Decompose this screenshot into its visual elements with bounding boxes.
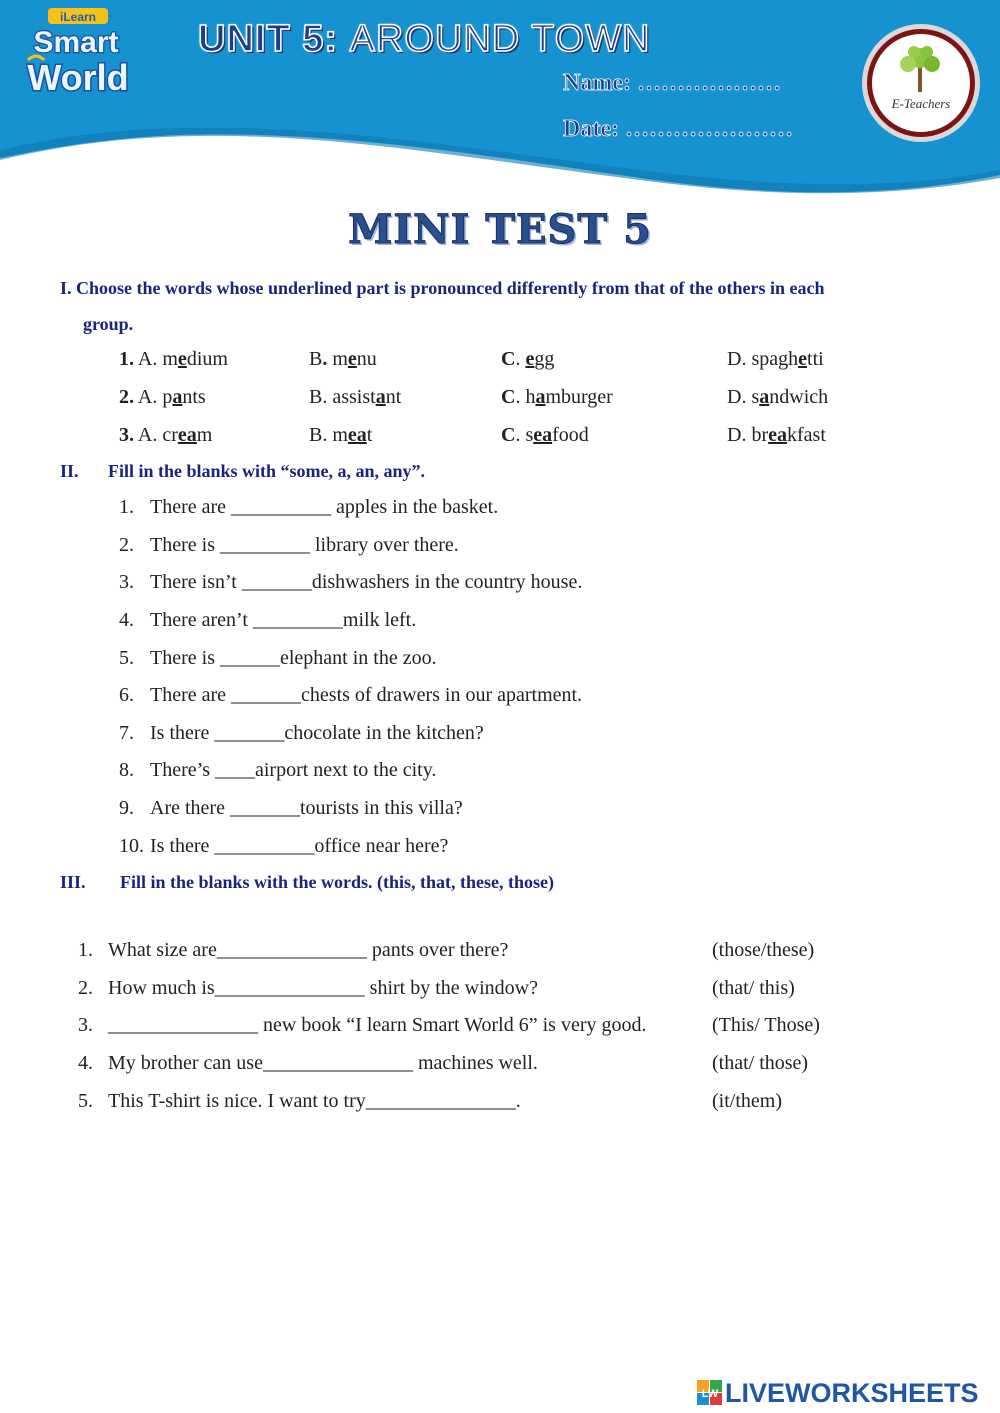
- option-d: D. breakfast: [727, 424, 826, 446]
- item-text: _______________ new book “I learn Smart World 6” is very good.: [108, 1014, 647, 1036]
- q-number: 3.: [119, 424, 134, 446]
- logo-top-text: iLearn: [59, 10, 97, 24]
- unit-topic: AROUND TOWN: [349, 18, 651, 60]
- item-number: 5.: [78, 1090, 93, 1112]
- option-b: B. menu: [309, 348, 377, 370]
- option-d: D. spaghetti: [727, 348, 824, 370]
- item-text: What size are_______________ pants over there?: [108, 939, 509, 961]
- item-hint: (that/ this): [712, 977, 795, 999]
- item-number: 8.: [119, 759, 134, 781]
- item-number: 2.: [78, 977, 93, 999]
- e-teachers-badge: [860, 22, 982, 144]
- option-c: C. hamburger: [501, 386, 613, 408]
- section-3-heading: [60, 872, 555, 893]
- item-number: 3.: [78, 1014, 93, 1036]
- item-hint: (that/ those): [712, 1052, 809, 1074]
- smart-world-logo: [14, 6, 144, 102]
- date-field: Date: …………………: [563, 116, 793, 142]
- item-hint: (it/them): [712, 1090, 782, 1112]
- item-number: 9.: [119, 797, 134, 819]
- item-text: Is there __________office near here?: [150, 835, 449, 857]
- liveworksheets-logo: [697, 1378, 993, 1408]
- item-number: 4.: [119, 609, 134, 631]
- badge-text: E-Teachers: [891, 96, 951, 111]
- section-2-heading: [60, 461, 426, 482]
- logo-line2: World: [27, 57, 129, 98]
- item-number: 3.: [119, 571, 134, 593]
- logo-line1: Smart: [33, 26, 119, 59]
- option-c: C. egg: [501, 348, 555, 370]
- item-text: There’s ____airport next to the city.: [150, 759, 437, 781]
- item-number: 10.: [119, 835, 144, 857]
- page-title: MINI TEST 5: [348, 206, 652, 253]
- section-2-number: II.: [60, 461, 79, 481]
- item-text: Are there _______tourists in this villa?: [150, 797, 463, 819]
- section-3-instruction: Fill in the blanks with the words. (this, that, these, those): [120, 872, 555, 892]
- item-text: Is there _______chocolate in the kitchen?: [150, 722, 484, 744]
- item-text: There aren’t _________milk left.: [150, 609, 417, 631]
- unit-prefix: UNIT 5:: [198, 18, 338, 60]
- item-number: 5.: [119, 647, 134, 669]
- item-hint: (This/ Those): [712, 1014, 820, 1036]
- item-text: There are __________ apples in the basket.: [150, 496, 499, 518]
- section-3-number: III.: [60, 872, 86, 892]
- item-text: There isn’t _______dishwashers in the country house.: [150, 571, 583, 593]
- item-number: 7.: [119, 722, 134, 744]
- item-text: There is _________ library over there.: [150, 534, 459, 556]
- option-c: C. seafood: [501, 424, 589, 446]
- liveworksheets-brand: LIVEWORKSHEETS: [725, 1378, 979, 1408]
- section-1-heading: [60, 278, 825, 299]
- option-b: B. assistant: [309, 386, 402, 408]
- liveworksheets-icon: [697, 1380, 723, 1406]
- item-number: 1.: [78, 939, 93, 961]
- item-number: 4.: [78, 1052, 93, 1074]
- item-number: 6.: [119, 684, 134, 706]
- item-text: This T-shirt is nice. I want to try_______________.: [108, 1090, 521, 1112]
- svg-text:LW: LW: [701, 1388, 719, 1400]
- section-1-instruction-a: . Choose the words whose underlined part is pronounced differently from that of the others in each: [67, 278, 825, 298]
- item-text: How much is_______________ shirt by the window?: [108, 977, 538, 999]
- item-text: My brother can use_______________ machines well.: [108, 1052, 538, 1074]
- unit-title: [198, 18, 651, 61]
- item-text: There is ______elephant in the zoo.: [150, 647, 437, 669]
- section-2-instruction: Fill in the blanks with “some, a, an, any”.: [108, 461, 426, 481]
- item-hint: (those/these): [712, 939, 815, 961]
- header-banner: [0, 0, 1000, 200]
- name-field: Name: ………………: [563, 70, 781, 96]
- q-number: 1.: [119, 348, 134, 370]
- section-1-number: I: [60, 278, 68, 298]
- option-b: B. meat: [309, 424, 373, 446]
- q-number: 2.: [119, 386, 134, 408]
- section-1-instruction-b: group.: [83, 314, 134, 334]
- item-text: There are _______chests of drawers in our apartment.: [150, 684, 583, 706]
- option-d: D. sandwich: [727, 386, 829, 408]
- item-number: 2.: [119, 534, 134, 556]
- item-number: 1.: [119, 496, 134, 518]
